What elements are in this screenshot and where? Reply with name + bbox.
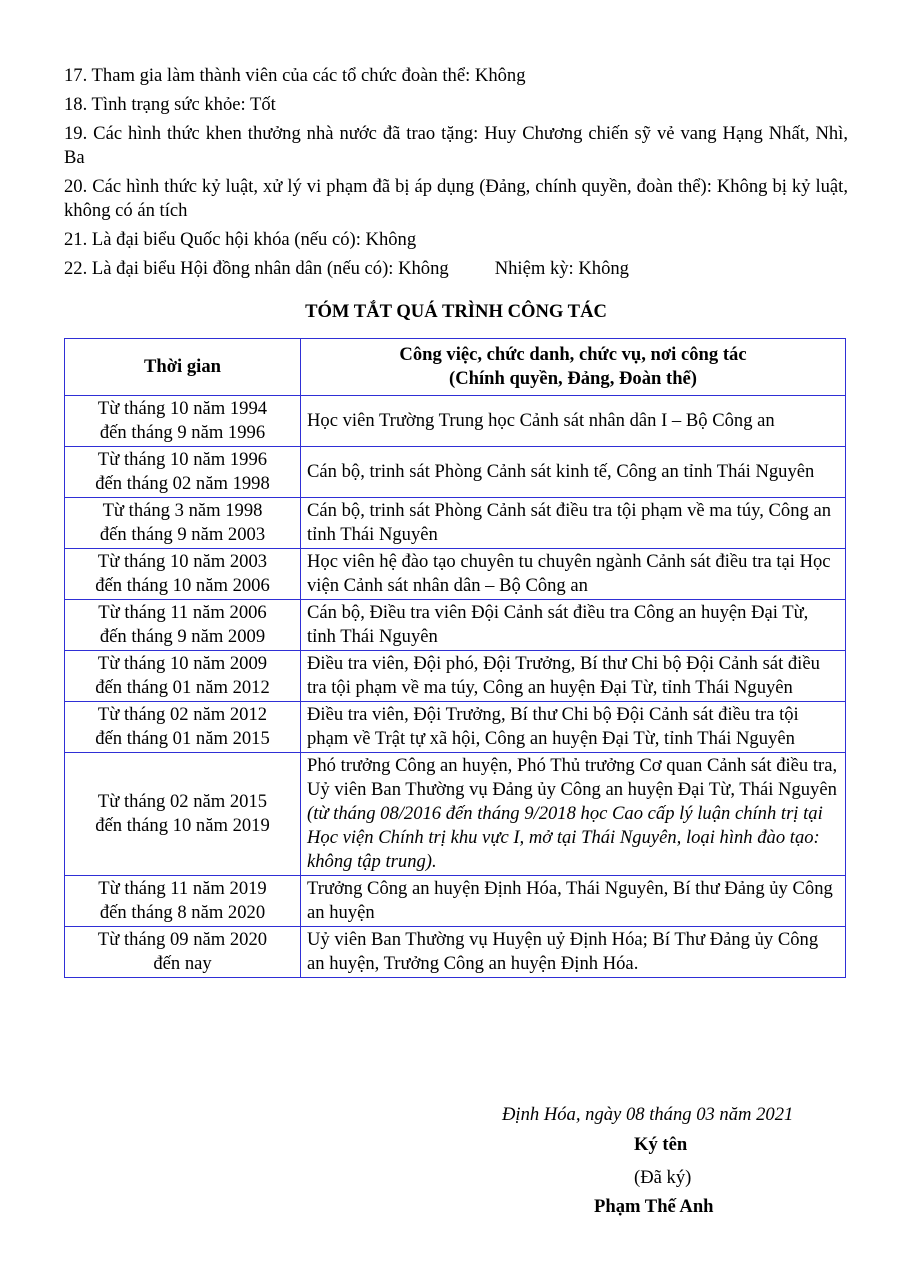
info-item-19: 19. Các hình thức khen thưởng nhà nước đã trao tặng: Huy Chương chiến sỹ vẻ vang Hạng Nhất, Nhì, Ba	[64, 123, 848, 168]
time-start: Từ tháng 11 năm 2006	[98, 602, 267, 623]
info-item-22	[64, 257, 848, 281]
time-end: đến tháng 01 năm 2012	[95, 677, 270, 698]
time-end: đến tháng 9 năm 1996	[99, 422, 266, 443]
work-description: Cán bộ, Điều tra viên Đội Cảnh sát điều tra Công an huyện Đại Từ, tỉnh Thái Nguyên	[307, 602, 809, 647]
time-cell	[65, 549, 301, 600]
info-item-18: 18. Tình trạng sức khỏe: Tốt	[64, 94, 276, 115]
signer-name: Phạm Thế Anh	[594, 1196, 714, 1217]
time-start: Từ tháng 3 năm 1998	[102, 500, 263, 521]
table-row	[65, 396, 846, 447]
time-end: đến tháng 02 năm 1998	[95, 473, 270, 494]
work-description: Điều tra viên, Đội phó, Đội Trưởng, Bí thư Chi bộ Đội Cảnh sát điều tra tội phạm về ma túy, Công an huyện Đại Từ, tỉnh Thái Nguyên	[307, 653, 820, 698]
work-description: Trưởng Công an huyện Định Hóa, Thái Nguyên, Bí thư Đảng ủy Công an huyện	[307, 878, 833, 923]
time-start: Từ tháng 02 năm 2012	[97, 704, 268, 725]
header-time: Thời gian	[65, 339, 301, 396]
work-cell	[301, 447, 846, 498]
time-cell	[65, 702, 301, 753]
time-cell	[65, 600, 301, 651]
work-note: (từ tháng 08/2016 đến tháng 9/2018 học Cao cấp lý luận chính trị tại Học viện Chính trị khu vực I, mở tại Thái Nguyên, loại hình đào tạo: không tập trung).	[307, 803, 823, 872]
time-cell	[65, 927, 301, 978]
work-history-table	[64, 338, 846, 978]
work-cell	[301, 753, 846, 876]
time-cell	[65, 498, 301, 549]
work-description: Uỷ viên Ban Thường vụ Huyện uỷ Định Hóa; Bí Thư Đảng ủy Công an huyện, Trưởng Công an huyện Định Hóa.	[307, 929, 819, 974]
header-work	[301, 339, 846, 396]
table-body	[65, 396, 846, 978]
table-row	[65, 549, 846, 600]
document-page	[64, 64, 848, 1217]
signature-label: Ký tên	[634, 1134, 688, 1155]
table-row	[65, 498, 846, 549]
info-item-21: 21. Là đại biểu Quốc hội khóa (nếu có): Không	[64, 229, 417, 250]
time-end: đến tháng 9 năm 2003	[99, 524, 266, 545]
time-cell	[65, 651, 301, 702]
header-work-line1: Công việc, chức danh, chức vụ, nơi công tác	[399, 344, 747, 365]
work-description: Cán bộ, trinh sát Phòng Cảnh sát kinh tế, Công an tỉnh Thái Nguyên	[307, 461, 815, 482]
info-item-22-label: 22. Là đại biểu Hội đồng nhân dân (nếu có): Không	[64, 258, 449, 279]
table-row	[65, 702, 846, 753]
work-cell	[301, 651, 846, 702]
time-start: Từ tháng 09 năm 2020	[97, 929, 268, 950]
table-row	[65, 447, 846, 498]
time-end: đến tháng 01 năm 2015	[95, 728, 270, 749]
header-work-line2: (Chính quyền, Đảng, Đoàn thể)	[449, 368, 697, 389]
time-start: Từ tháng 10 năm 1996	[97, 449, 268, 470]
work-cell	[301, 927, 846, 978]
work-description: Học viên hệ đào tạo chuyên tu chuyên ngành Cảnh sát điều tra tại Học viện Cảnh sát nhân dân – Bộ Công an	[307, 551, 831, 596]
work-description: Điều tra viên, Đội Trưởng, Bí thư Chi bộ Đội Cảnh sát điều tra tội phạm về Trật tự xã hội, Công an huyện Đại Từ, tỉnh Thái Nguyên	[307, 704, 799, 749]
time-cell	[65, 396, 301, 447]
time-cell	[65, 753, 301, 876]
time-end: đến tháng 10 năm 2006	[95, 575, 270, 596]
table-row	[65, 927, 846, 978]
work-cell	[301, 876, 846, 927]
time-end: đến tháng 10 năm 2019	[95, 815, 270, 836]
work-cell	[301, 498, 846, 549]
time-start: Từ tháng 11 năm 2019	[98, 878, 267, 899]
time-cell	[65, 447, 301, 498]
time-end: đến tháng 8 năm 2020	[99, 902, 266, 923]
work-description: Học viên Trường Trung học Cảnh sát nhân dân I – Bộ Công an	[307, 410, 775, 431]
info-item-22-term: Nhiệm kỳ: Không	[494, 258, 629, 279]
time-start: Từ tháng 10 năm 1994	[97, 398, 268, 419]
table-row	[65, 876, 846, 927]
signature-date: Định Hóa, ngày 08 tháng 03 năm 2021	[502, 1104, 794, 1125]
table-row	[65, 651, 846, 702]
time-cell	[65, 876, 301, 927]
table-row	[65, 753, 846, 876]
info-item-20: 20. Các hình thức kỷ luật, xử lý vi phạm đã bị áp dụng (Đảng, chính quyền, đoàn thể): Không bị kỷ luật, không có án tích	[64, 176, 848, 221]
time-start: Từ tháng 10 năm 2009	[97, 653, 268, 674]
work-cell	[301, 600, 846, 651]
personal-info-list	[64, 64, 848, 281]
table-header-row	[65, 339, 846, 396]
time-end: đến tháng 9 năm 2009	[99, 626, 266, 647]
time-start: Từ tháng 02 năm 2015	[97, 791, 268, 812]
section-title: TÓM TẮT QUÁ TRÌNH CÔNG TÁC	[305, 301, 607, 322]
work-description: Cán bộ, trinh sát Phòng Cảnh sát điều tra tội phạm về ma túy, Công an tỉnh Thái Nguyên	[307, 500, 831, 545]
info-item-17: 17. Tham gia làm thành viên của các tổ chức đoàn thể: Không	[64, 65, 526, 86]
work-cell	[301, 702, 846, 753]
work-cell	[301, 549, 846, 600]
time-start: Từ tháng 10 năm 2003	[97, 551, 268, 572]
work-cell	[301, 396, 846, 447]
work-description: Phó trưởng Công an huyện, Phó Thủ trưởng Cơ quan Cảnh sát điều tra, Uỷ viên Ban Thường vụ Đảng ủy Công an huyện Đại Từ, Thái Nguyên	[307, 755, 838, 800]
table-row	[65, 600, 846, 651]
time-end: đến nay	[153, 953, 212, 974]
signed-note: (Đã ký)	[634, 1167, 692, 1188]
